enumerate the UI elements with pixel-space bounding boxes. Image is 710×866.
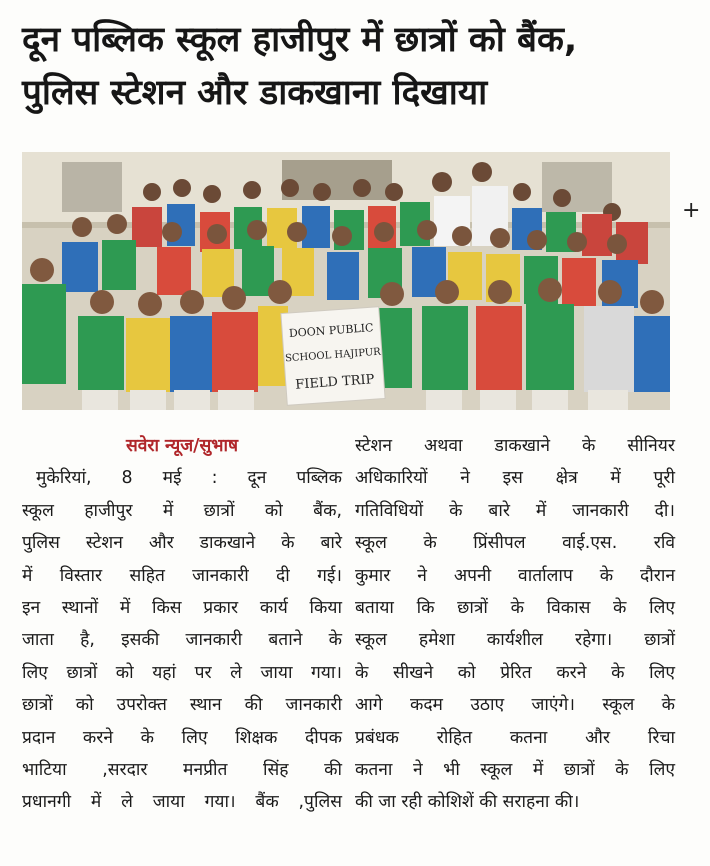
field-trip-banner — [281, 307, 385, 406]
headline — [22, 14, 682, 120]
crosshair-cursor-icon: + — [682, 198, 701, 223]
article-line: कुमार ने अपनी वार्तालाप के दौरान — [355, 565, 675, 586]
article-line: के सीखने को प्रेरित करने के लिए — [355, 662, 675, 683]
article-line: इन स्थानों में किस प्रकार कार्य किया — [22, 598, 342, 619]
group-photo — [22, 152, 670, 410]
article-line: लिए छात्रों को यहां पर ले जाया गया। — [22, 662, 342, 683]
byline: सवेरा न्यूज/सुभाष — [125, 436, 239, 456]
headline-line-1: दून पब्लिक स्कूल हाजीपुर में छात्रों को बैंक, — [22, 20, 578, 60]
article-line: गतिविधियों के बारे में जानकारी दी। — [355, 500, 675, 521]
article-line: प्रबंधक रोहित कतना और रिचा — [355, 727, 675, 748]
article-column-right — [355, 430, 675, 819]
article-line: स्कूल के प्रिंसीपल वाई.एस. रवि — [355, 533, 675, 554]
article-line: प्रधानगी में ले जाया गया। बैंक ,पुलिस — [22, 792, 342, 813]
article-column-left — [22, 430, 342, 819]
banner-line-3: FIELD TRIP — [294, 372, 375, 393]
article-line: आगे कदम उठाए जाएंगे। स्कूल के — [355, 695, 675, 716]
banner-line-2: SCHOOL HAJIPUR — [284, 346, 382, 365]
article-line: स्कूल हाजीपुर में छात्रों को बैंक, — [22, 500, 342, 521]
article-line: भाटिया ,सरदार मनप्रीत सिंह की — [22, 760, 342, 781]
article-line: स्टेशन अथवा डाकखाने के सीनियर — [355, 436, 675, 456]
group-photo-illustration — [22, 152, 670, 410]
article-line: छात्रों को उपरोक्त स्थान की जानकारी — [22, 695, 342, 716]
article-line: की जा रही कोशिशें की सराहना की। — [355, 792, 580, 813]
headline-line-2: पुलिस स्टेशन और डाकखाना दिखाया — [22, 73, 488, 113]
article-line: प्रदान करने के लिए शिक्षक दीपक — [22, 727, 342, 748]
article-line: अधिकारियों ने इस क्षेत्र में पूरी — [355, 468, 675, 489]
article-line: जाता है, इसकी जानकारी बताने के — [22, 630, 342, 651]
article-line: पुलिस स्टेशन और डाकखाने के बारे — [22, 533, 342, 554]
article-line: स्कूल हमेशा कार्यशील रहेगा। छात्रों — [355, 630, 675, 651]
banner-line-1: DOON PUBLIC — [288, 321, 374, 340]
article-line: बताया कि छात्रों के विकास के लिए — [355, 598, 675, 619]
article-line: मुकेरियां, 8 मई : दून पब्लिक — [36, 468, 342, 489]
article-line: में विस्तार सहित जानकारी दी गई। — [22, 565, 342, 586]
article-line: कतना ने भी स्कूल में छात्रों के लिए — [355, 760, 675, 781]
